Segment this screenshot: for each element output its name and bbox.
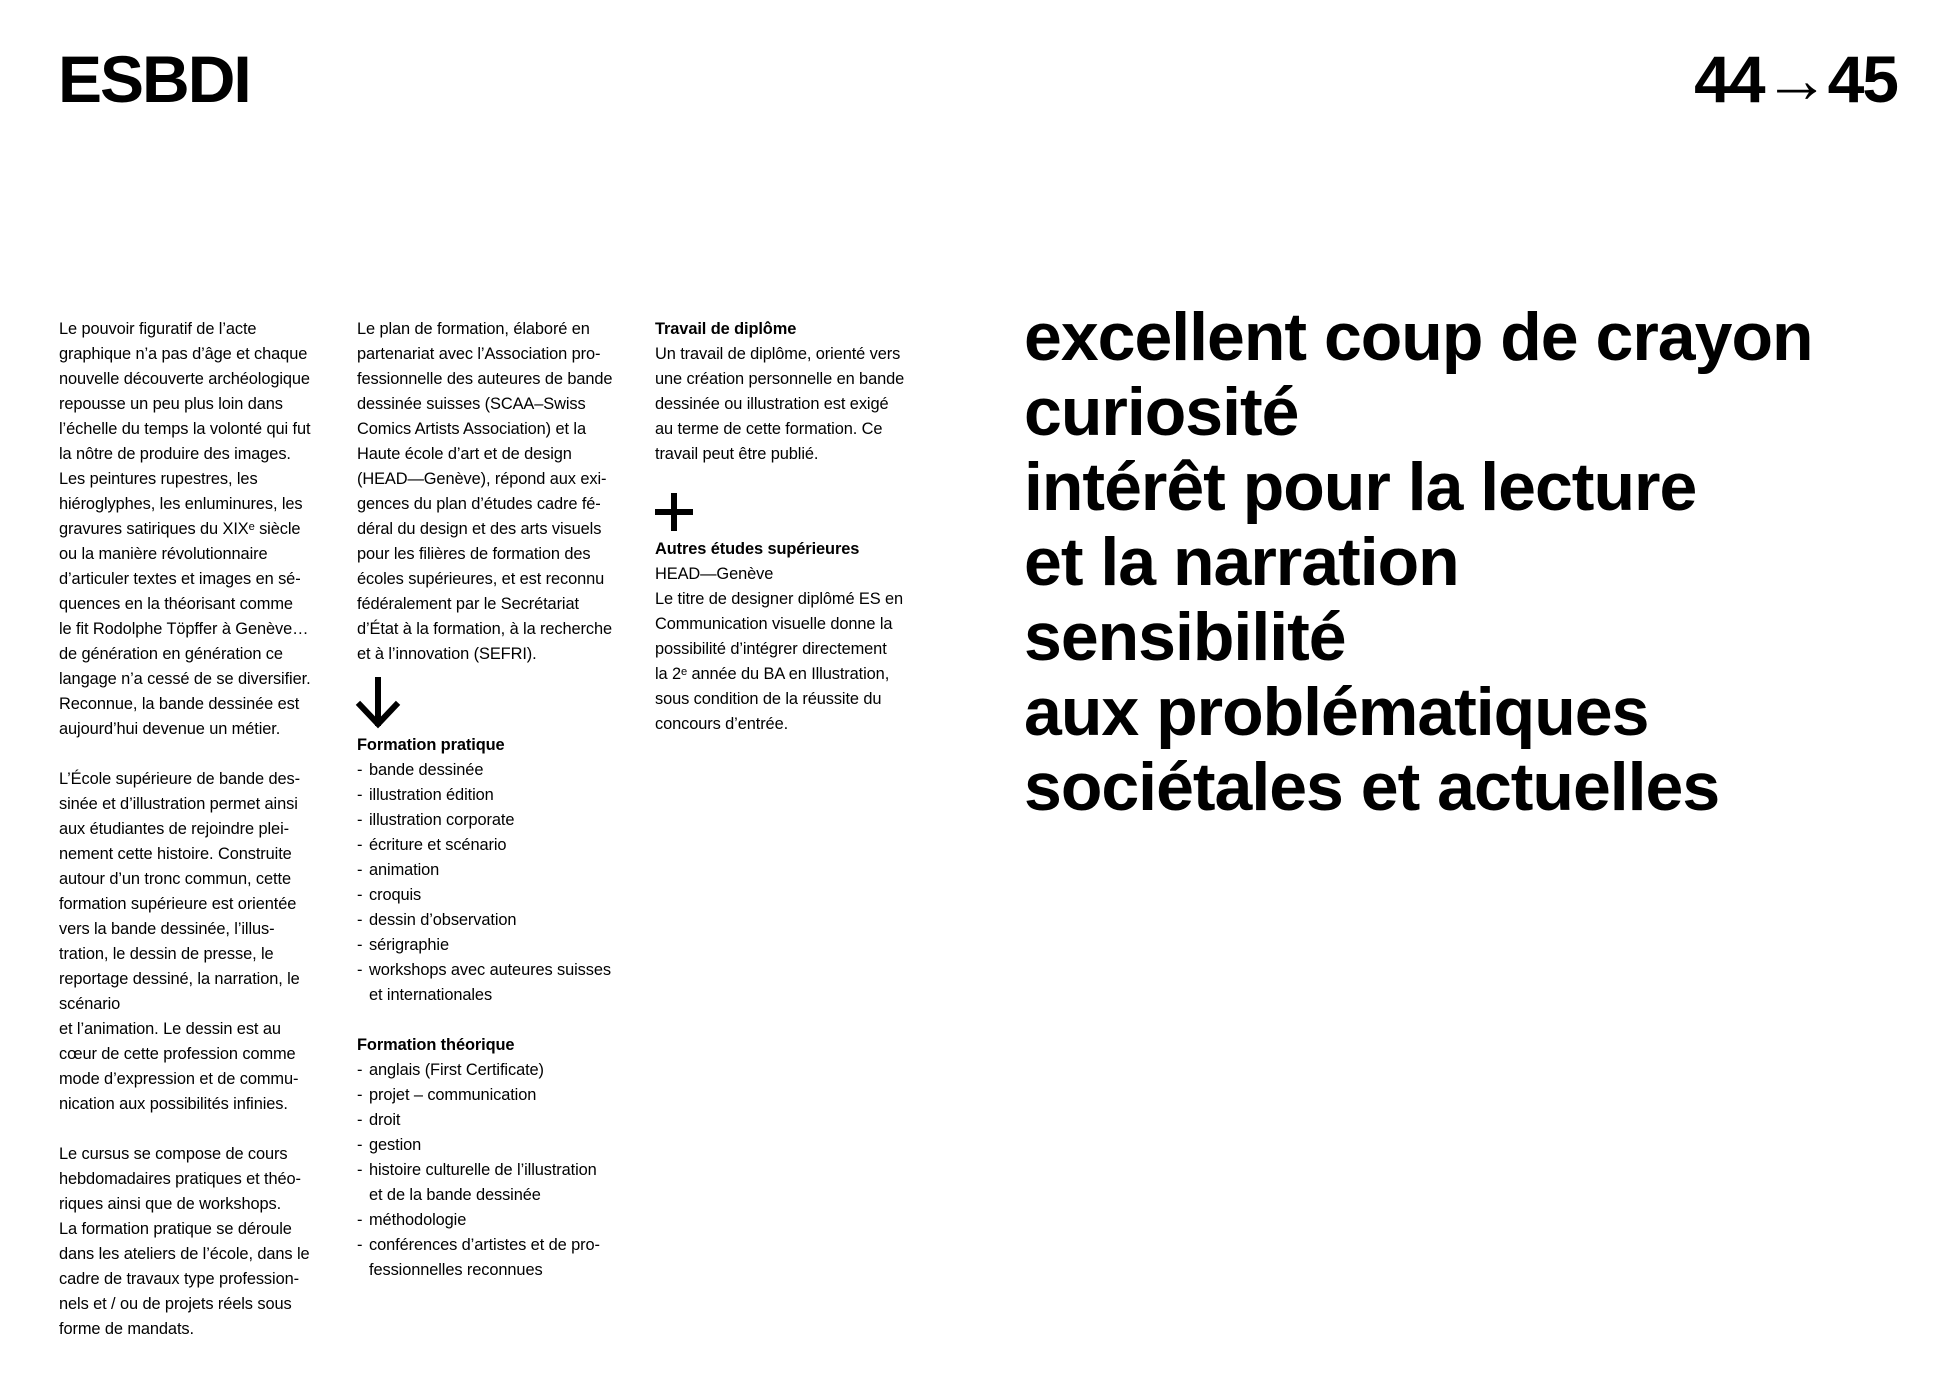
diploma-text: Un travail de diplôme, orienté vers une création personnelle en bande dessinée ou illustration est exigé au terme de cette formation. Ce travail peut être publié.: [655, 345, 905, 463]
quality-line: aux problématiques: [1024, 674, 1649, 750]
school-title: ESBDI: [58, 42, 250, 116]
diploma-title: Travail de diplôme: [655, 320, 797, 338]
practice-item: - animation: [357, 858, 639, 883]
practice-item: - bande dessinée: [357, 758, 639, 783]
column-curriculum: [357, 317, 639, 1283]
intro-paragraph-3: Le cursus se compose de cours hebdomadaires pratiques et théo- riques ainsi que de workshops. La formation pratique se déroule dans les ateliers de l’école, dans le cadre de travaux type profession- nels et / ou de projets réels sous forme de mandats.: [59, 1145, 310, 1338]
intro-paragraph-2: L’École supérieure de bande des- sinée et d’illustration permet ainsi aux étudiantes de rejoindre plei- nement cette histoire. Construite autour d’un tronc commun, cette formation supérieure est orientée vers la bande dessinée, l’illus- tration, le dessin de presse, le reportage dessiné, la narration, le scénario et l’animation. Le dessin est au cœur de cette profession comme mode d’expression et de commu- nication aux possibilités infinies.: [59, 770, 301, 1113]
practice-item: - dessin d’observation: [357, 908, 639, 933]
qualities-list: [1024, 300, 1813, 825]
quality-line: curiosité: [1024, 374, 1299, 450]
theory-list: [357, 1058, 639, 1283]
practice-item: - workshops avec auteures suisses et internationales: [357, 958, 639, 1008]
practice-item: - illustration édition: [357, 783, 639, 808]
quality-line: excellent coup de crayon: [1024, 299, 1813, 375]
column-intro: [59, 317, 341, 1342]
quality-line: sensibilité: [1024, 599, 1346, 675]
other-studies-title: Autres études supérieures: [655, 540, 860, 558]
quality-line: et la narration: [1024, 524, 1459, 600]
plus-icon: [653, 491, 695, 533]
practice-list: [357, 758, 639, 1008]
page-numbers: 44→45: [1694, 42, 1897, 116]
curriculum-paragraph: Le plan de formation, élaboré en partenariat avec l’Association pro- fessionnelle des auteures de bande dessinée suisses (SCAA–Swiss Comics Artists Association) et la Haute école d’art et de design (HEAD—Genève), répond aux exi- gences du plan d’études cadre fé- déral du design et des arts visuels pour les filières de formation des écoles supérieures, et est reconnu fédéralement par le Secrétariat d’État à la formation, à la recherche et à l’innovation (SEFRI).: [357, 320, 613, 663]
quality-line: intérêt pour la lecture: [1024, 449, 1697, 525]
column-diploma: [655, 317, 937, 737]
other-studies-text: HEAD—Genève Le titre de designer diplômé ES en Communication visuelle donne la possibilité d’intégrer directement la 2ᵉ année du BA en Illustration, sous condition de la réussite du concours d’entrée.: [655, 565, 904, 733]
practice-item: - sérigraphie: [357, 933, 639, 958]
theory-item: - histoire culturelle de l’illustration et de la bande dessinée: [357, 1158, 639, 1208]
theory-item: - droit: [357, 1108, 639, 1133]
intro-paragraph-1: Le pouvoir figuratif de l’acte graphique n’a pas d’âge et chaque nouvelle découverte archéologique repousse un peu plus loin dans l’échelle du temps la volonté qui fut la nôtre de produire des images. Les peintures rupestres, les hiéroglyphes, les enluminures, les gravures satiriques du XIXᵉ siècle ou la manière révolutionnaire d’articuler textes et images en sé- quences en la théorisant comme le fit Rodolphe Töpffer à Genève… de génération en génération ce langage n’a cessé de se diversifier. Reconnue, la bande dessinée est aujourd’hui devenue un métier.: [59, 320, 311, 738]
quality-line: sociétales et actuelles: [1024, 749, 1720, 825]
theory-item: - conférences d’artistes et de pro- fessionnelles reconnues: [357, 1233, 639, 1283]
practice-item: - écriture et scénario: [357, 833, 639, 858]
theory-title: Formation théorique: [357, 1036, 515, 1054]
theory-item: - gestion: [357, 1133, 639, 1158]
arrow-down-icon: [355, 677, 401, 729]
practice-item: - illustration corporate: [357, 808, 639, 833]
practice-title: Formation pratique: [357, 736, 505, 754]
theory-item: - anglais (First Certificate): [357, 1058, 639, 1083]
practice-item: - croquis: [357, 883, 639, 908]
theory-item: - projet – communication: [357, 1083, 639, 1108]
theory-item: - méthodologie: [357, 1208, 639, 1233]
